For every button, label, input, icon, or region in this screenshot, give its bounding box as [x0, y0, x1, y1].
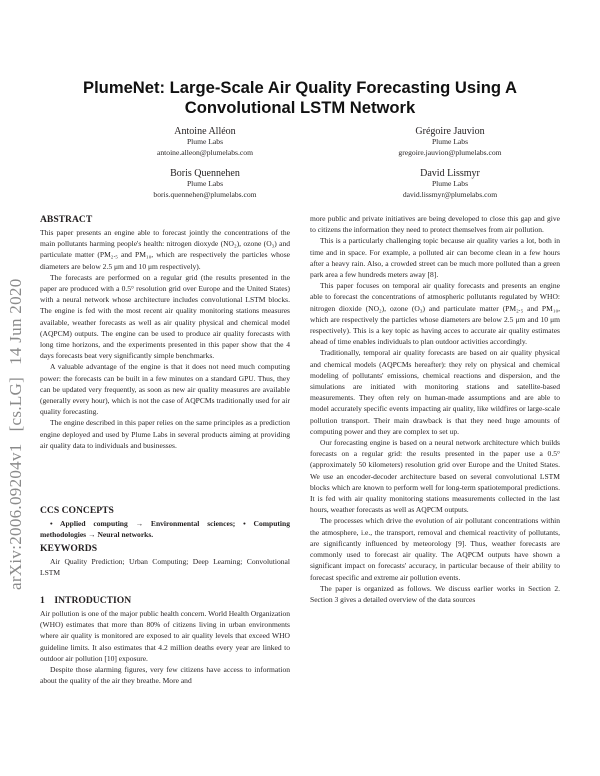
ccs-heading: CCS CONCEPTS [40, 505, 114, 516]
introduction-left [40, 595, 290, 686]
introduction-heading: 1 INTRODUCTION [40, 595, 132, 606]
author-name: Antoine Alléon [174, 126, 236, 137]
author-name: Boris Quennehen [170, 168, 240, 179]
arxiv-id: arXiv:2006.09204v1 [6, 443, 25, 590]
paper-title [0, 78, 600, 118]
abstract-paragraph: The engine described in this paper relies on the same principles as a prediction engine deployed and used by Plume Labs in several products aiming at providing air quality data to individuals and businesses. [40, 418, 290, 450]
author-name: David Lissmyr [420, 168, 480, 179]
title-line: Convolutional LSTM Network [184, 98, 416, 117]
author-block [325, 126, 575, 158]
abstract-paragraph: The forecasts are performed on a regular grid (the results presented in the paper are produced with a 0.5° resolution grid over Europe and the United States) with a neural network whose architecture includes convolutional LSTM blocks. The engine is fed with the most recent air quality monitoring stations measures available, weather forecasts as well as air quality physical and chemical model (AQPCM) outputs. The engine can be used to produce air quality forecasts with long time horizons, and the experiments presented in this paper show that the 4 days forecasts beat very significantly simple benchmarks. [40, 272, 290, 361]
introduction-right [310, 213, 560, 605]
ccs-text: • Applied computing → Environmental sciences; • Computing methodologies → Neural networks. [40, 519, 290, 540]
ccs-section [40, 505, 290, 540]
intro-paragraph: Despite those alarming figures, very few citizens have access to information about the quality of the air they breathe. More and [40, 665, 290, 686]
intro-paragraph: Our forecasting engine is based on a neural network architecture which builds forecasts on a regular grid: the results presented in the paper use a 0.5° (approximately 50 kilometers) resolution grid over Europe and the United States. We use an encoder-decoder architecture based on several convolutional LSTM blocks which are known to perform well for long-term spatiotemporal predictions. It is fed with air quality monitoring stations measurements collected in the last hours, weather forecasts as well as AQPCM outputs. [310, 438, 560, 515]
keywords-heading: KEYWORDS [40, 543, 98, 554]
abstract-paragraph: This paper presents an engine able to forecast jointly the concentrations of the main pollutants harming people's health: nitrogen dioxyde (NO₂), ozone (O₃) and particulate matter (PM₂.₅ and PM₁₀, which are respectively the particles whose diameters are below 2.5 μm and 10 μm respectively). [40, 228, 290, 271]
intro-paragraph: This is a particularly challenging topic because air quality varies a lot, both in time and in space. For example, a polluted air can become clean in a few hours after a heavy rain. Also, a crowded street can be much more polluted than a green park area a few hundreds meters away [8]. [310, 236, 560, 280]
author-email[interactable]: boris.quennehen@plumelabs.com [153, 189, 257, 199]
abstract-section [40, 214, 290, 451]
author-name: Grégoire Jauvion [415, 126, 485, 137]
abstract-heading: ABSTRACT [40, 214, 93, 225]
title-line: PlumeNet: Large-Scale Air Quality Forecasting Using A [83, 78, 517, 97]
intro-paragraph: The processes which drive the evolution of air pollutant concentrations within the atmosphere, i.e., the transport, removal and chemical reactivity of pollutants, are significantly influenced by meteorology [9]. Thus, weather forecasts are commonly used to forecast air quality. The AQPCM outputs have shown a significant impact on forecasts' accuracy, in particular because of their ability to forecast specific and extreme air pollution events. [310, 516, 560, 582]
author-email[interactable]: david.lissmyr@plumelabs.com [402, 189, 498, 199]
author-affiliation: Plume Labs [186, 179, 224, 188]
author-email[interactable]: antoine.alleon@plumelabs.com [157, 147, 253, 157]
intro-paragraph: more public and private initiatives are being developed to close this gap and give to citizens the information they need to protect themselves from air pollution. [310, 214, 560, 235]
author-block [325, 168, 575, 200]
keywords-section [40, 543, 290, 578]
author-affiliation: Plume Labs [431, 137, 469, 146]
keywords-text: Air Quality Prediction; Urban Computing; Deep Learning; Convolutional LSTM [40, 557, 290, 578]
arxiv-stamp [6, 266, 26, 590]
intro-paragraph: Air pollution is one of the major public health concern. World Health Organization (WHO) estimates that more than 80% of citizens living in urban environments where air quality is monitored are exposed to air quality levels that exceed WHO guideline limits. It also estimates that 4.2 million deaths every year are linked to outdoor air pollution [10] exposure. [40, 609, 290, 663]
intro-paragraph: The paper is organized as follows. We discuss earlier works in Section 2. Section 3 gives a detailed overview of the data sources [310, 583, 560, 604]
author-affiliation: Plume Labs [431, 179, 469, 188]
arxiv-category: [cs.LG] [6, 376, 25, 432]
author-block [80, 168, 330, 200]
author-email[interactable]: gregoire.jauvion@plumelabs.com [398, 147, 502, 157]
author-block [80, 126, 330, 158]
arxiv-date: 14 Jun 2020 [6, 278, 25, 365]
author-affiliation: Plume Labs [186, 137, 224, 146]
abstract-paragraph: A valuable advantage of the engine is that it does not need much computing power: the forecasts can be built in a few minutes on a standard GPU. Thus, they can be updated very frequently, as soon as new air quality measures are available (generally every hour), which is not the case of AQPCMs traditionally used for air quality forecasting. [40, 362, 290, 417]
intro-paragraph: This paper focuses on temporal air quality forecasts and presents an engine able to forecast the concentrations of atmospheric pollutants regulated by WHO: nitrogen dioxide (NO₂), ozone (O₃) and particulate matter (PM₂.₅ and PM₁₀, which are respectively the particles whose diameters are below 2.5 μm and 10 μm respectively). This is a key topic as having acces to accurate air quality estimates ahead of time enables individuals to plan outdoor activities accordingly. [310, 281, 560, 347]
intro-paragraph: Traditionally, temporal air quality forecasts are based on air quality physical and chemical models (AQPCMs hereafter): they rely on physical and chemical modeling of pollutants' emissions, chemical reactions and dispersion, and the simulations are initiated with monitoring stations and satellite-based measurements. They often rely on human-made assumptions and are able to model accurately specific events impacting air quality, like wildfires or large-scale pollution transport. Their main drawback is that they need huge amounts of computing power and they are complex to set up. [310, 348, 560, 436]
